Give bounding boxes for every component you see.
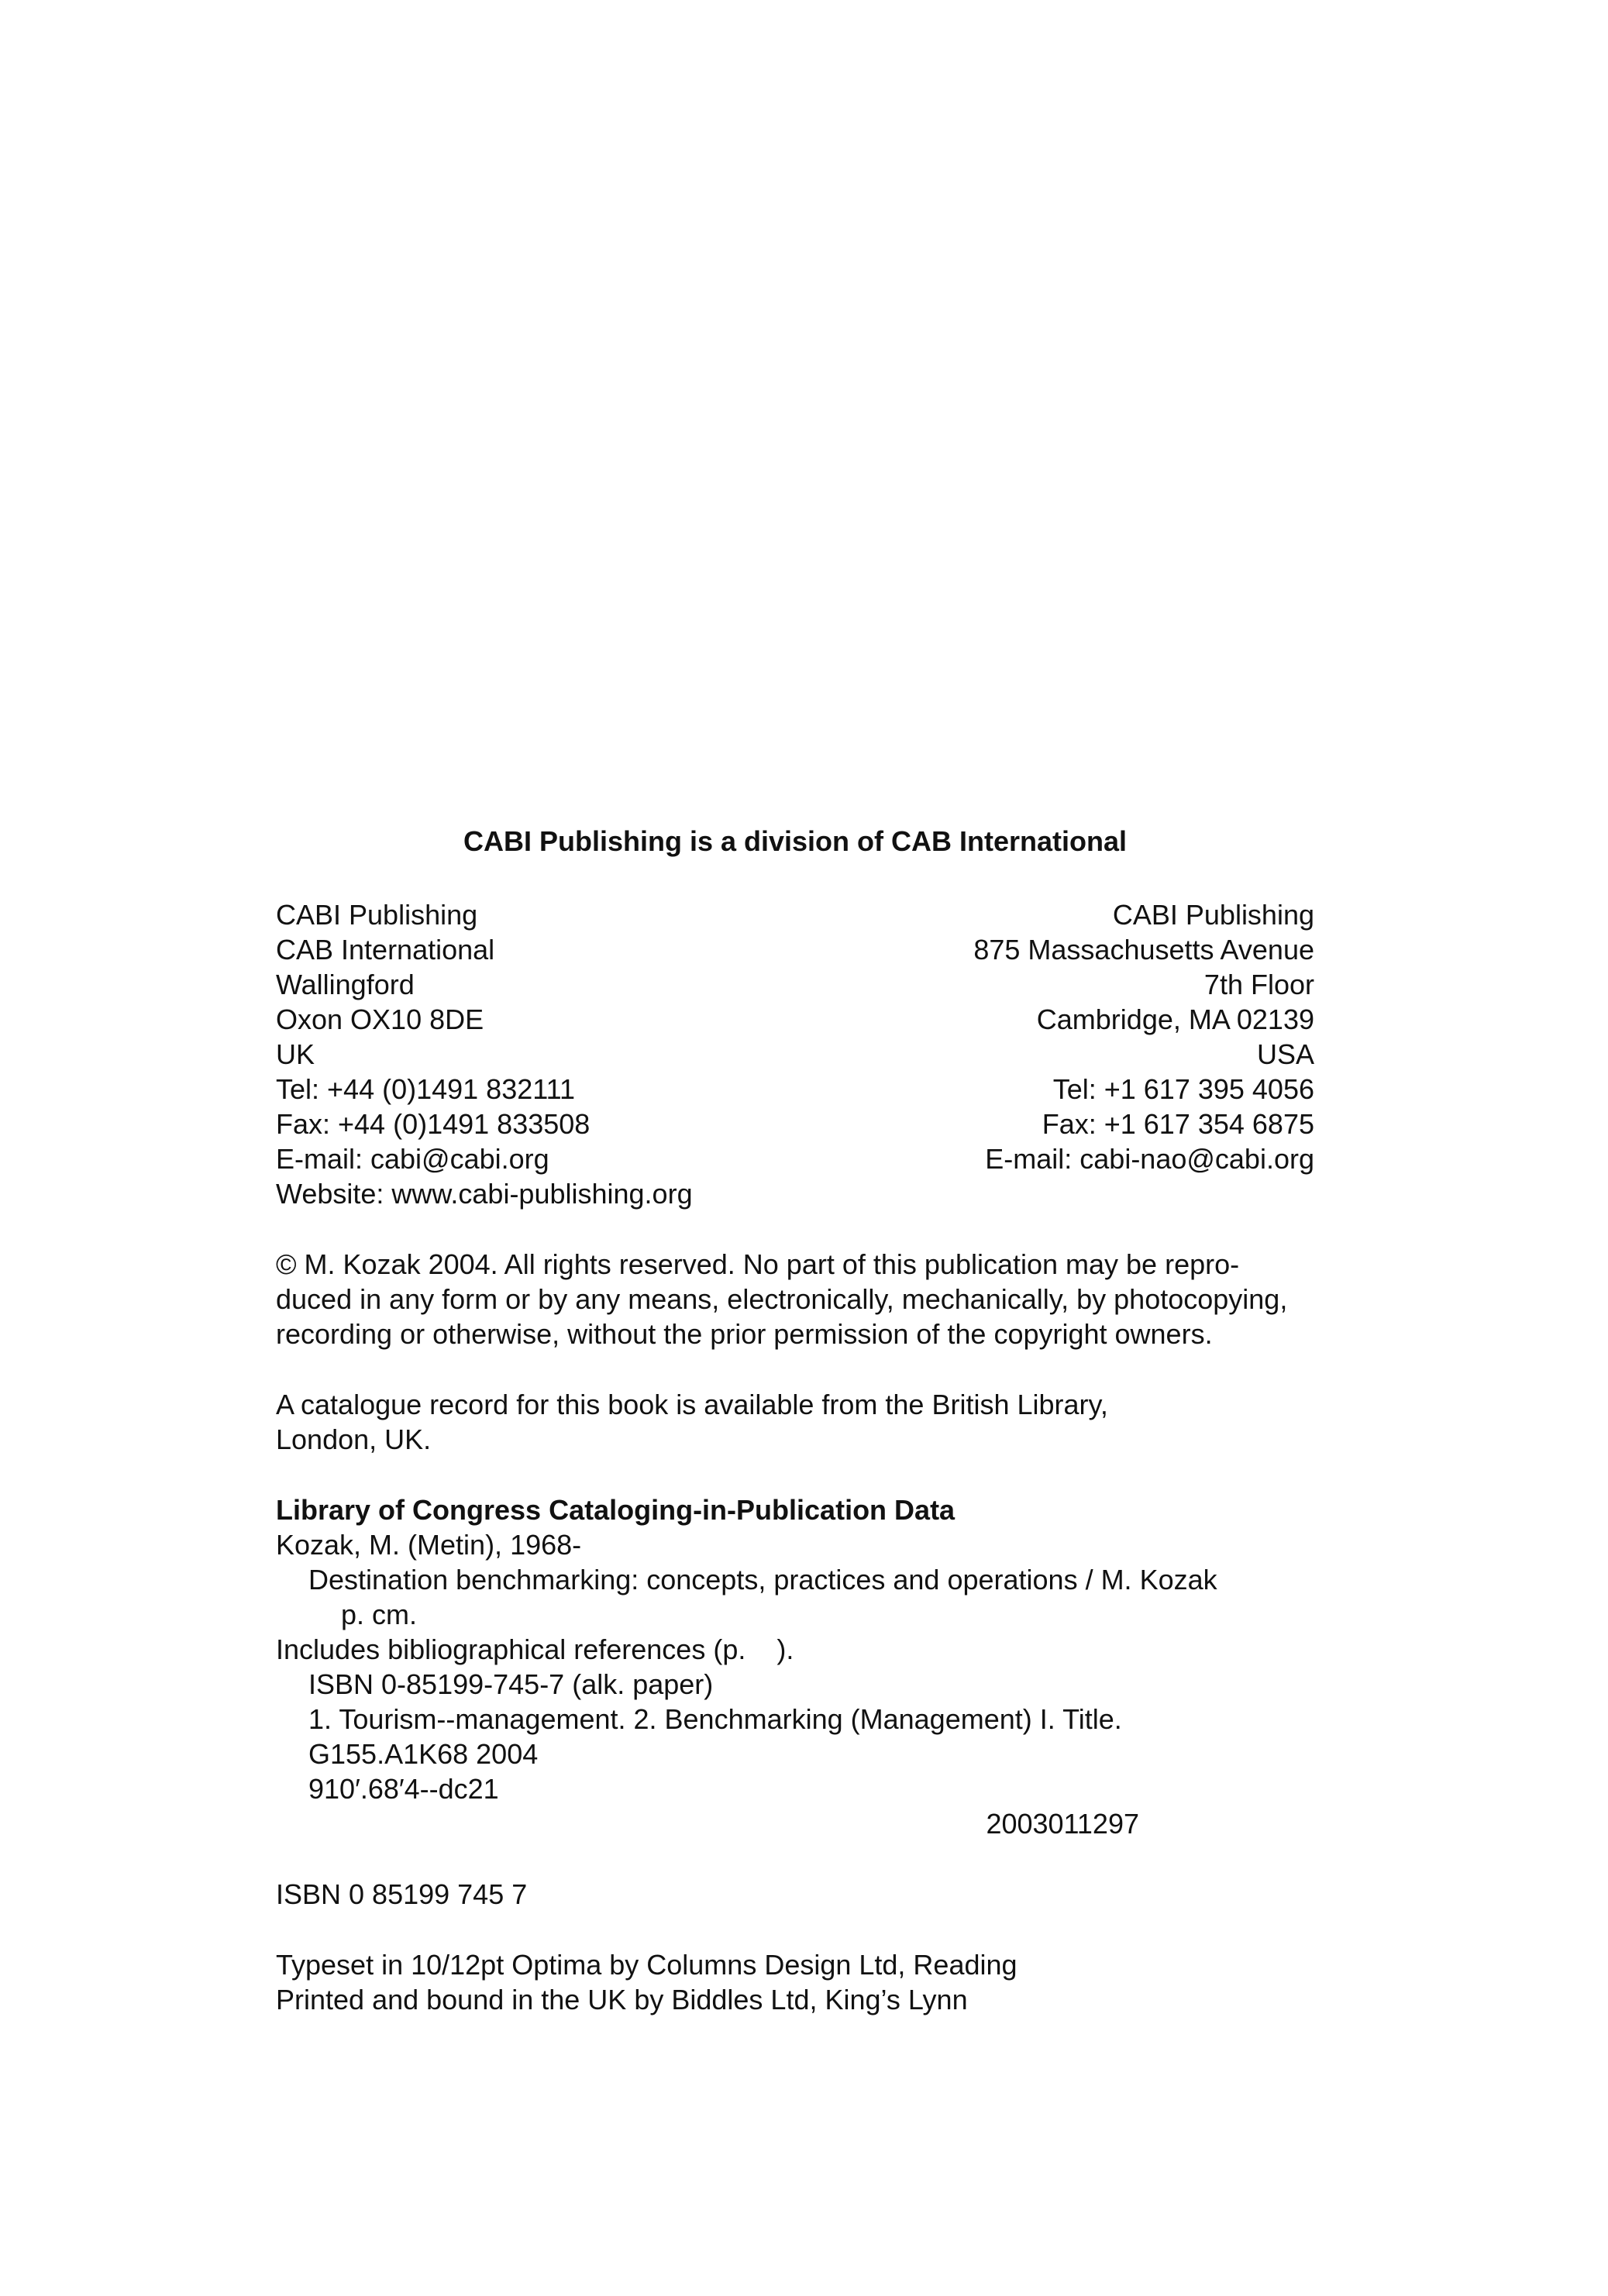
address-uk-line: Oxon OX10 8DE [276, 1003, 484, 1035]
loc-lccn: 2003011297 [986, 1808, 1139, 1840]
loc-refs: Includes bibliographical references (p. ). [276, 1633, 794, 1665]
address-uk-website: Website: www.cabi-publishing.org [276, 1178, 693, 1210]
catalogue-line: London, UK. [276, 1423, 432, 1455]
address-usa-line: USA [1256, 1038, 1314, 1070]
loc-isbn: ISBN 0-85199-745-7 (alk. paper) [308, 1668, 714, 1700]
address-uk [276, 897, 693, 1211]
printed-line: Printed and bound in the UK by Biddles Ltd, King’s Lynn [276, 1984, 968, 2015]
address-usa-line: CABI Publishing [1112, 899, 1314, 931]
copyright-line: © M. Kozak 2004. All rights reserved. No part of this publication may be repro- [276, 1248, 1240, 1280]
copyright-line: duced in any form or by any means, electronically, mechanically, by photocopying, [276, 1283, 1288, 1315]
address-uk-fax: Fax: +44 (0)1491 833508 [276, 1108, 591, 1140]
address-usa-tel: Tel: +1 617 395 4056 [1052, 1073, 1314, 1105]
printer-imprint [276, 1947, 1314, 2017]
addresses [276, 897, 1314, 1211]
typeset-line: Typeset in 10/12pt Optima by Columns Design Ltd, Reading [276, 1949, 1017, 1981]
address-uk-line: CAB International [276, 934, 495, 966]
imprint-page [276, 824, 1314, 2017]
address-usa [973, 897, 1314, 1211]
loc-cip-data [276, 1492, 1314, 1841]
address-uk-line: UK [276, 1038, 315, 1070]
isbn-line: ISBN 0 85199 745 7 [276, 1878, 528, 1910]
loc-title: Library of Congress Cataloging-in-Publication Data [276, 1494, 956, 1526]
address-usa-line: 7th Floor [1203, 969, 1314, 1000]
catalogue-record [276, 1387, 1314, 1457]
loc-pcm: p. cm. [341, 1599, 418, 1630]
publisher-heading: CABI Publishing is a division of CAB International [463, 825, 1128, 857]
address-uk-tel: Tel: +44 (0)1491 832111 [276, 1073, 575, 1105]
loc-lcc: G155.A1K68 2004 [308, 1738, 539, 1770]
address-uk-line: Wallingford [276, 969, 415, 1000]
loc-book-title: Destination benchmarking: concepts, practices and operations / M. Kozak [308, 1564, 1217, 1595]
catalogue-line: A catalogue record for this book is available from the British Library, [276, 1389, 1108, 1420]
copyright-notice [276, 1247, 1314, 1351]
loc-subjects: 1. Tourism--management. 2. Benchmarking (Management) I. Title. [308, 1703, 1122, 1735]
address-usa-line: Cambridge, MA 02139 [1036, 1003, 1314, 1035]
address-uk-email: E-mail: cabi@cabi.org [276, 1143, 549, 1175]
loc-ddc: 910′.68′4--dc21 [308, 1773, 499, 1805]
address-usa-fax: Fax: +1 617 354 6875 [1042, 1108, 1314, 1140]
isbn-block [276, 1877, 1314, 1912]
address-usa-line: 875 Massachusetts Avenue [973, 934, 1314, 966]
loc-author: Kozak, M. (Metin), 1968- [276, 1529, 582, 1561]
address-uk-line: CABI Publishing [276, 899, 478, 931]
address-usa-email: E-mail: cabi-nao@cabi.org [985, 1143, 1314, 1175]
copyright-line: recording or otherwise, without the prior permission of the copyright owners. [276, 1318, 1213, 1350]
